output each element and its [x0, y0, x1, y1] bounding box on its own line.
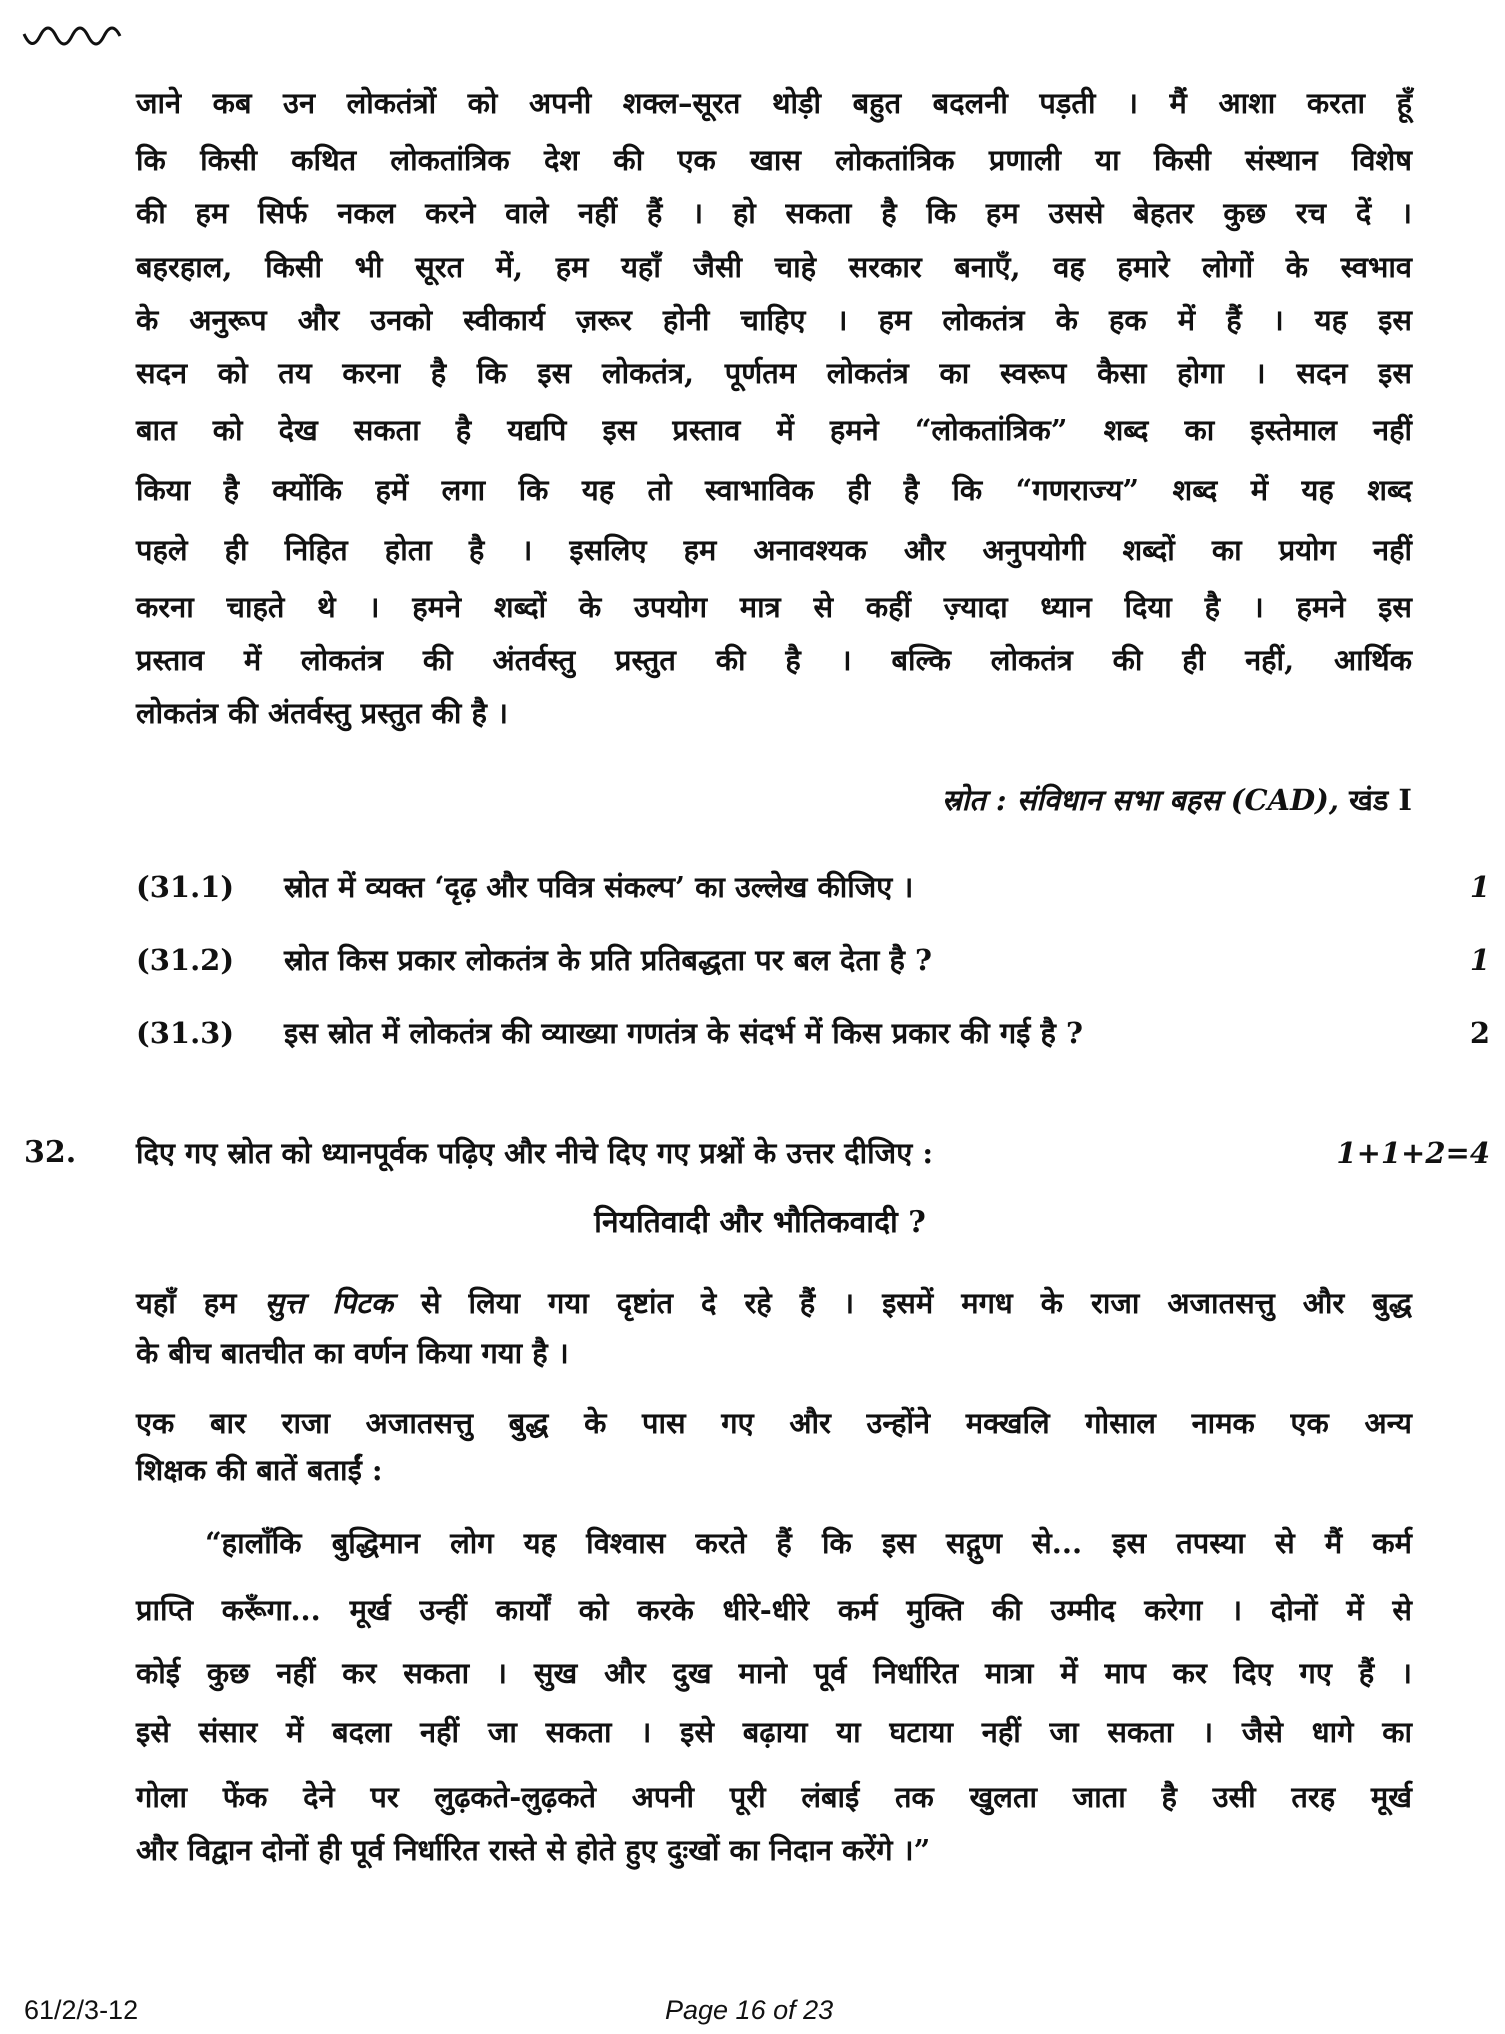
question-number: (31.1): [136, 870, 235, 904]
passage-line: कि किसी कथित लोकतांत्रिक देश की एक खास लोकतांत्रिक प्रणाली या किसी संस्थान विशेष: [136, 143, 1412, 177]
passage-line: के अनुरूप और उनको स्वीकार्य ज़रूर होनी चाहिए । हम लोकतंत्र के हक में हैं । यह इस: [136, 303, 1412, 337]
passage-line: पहले ही निहित होता है । इसलिए हम अनावश्यक और अनुपयोगी शब्दों का प्रयोग नहीं: [136, 533, 1412, 567]
passage-line: बात को देख सकता है यद्यपि इस प्रस्ताव में हमने “लोकतांत्रिक” शब्द का इस्तेमाल नहीं: [136, 413, 1412, 447]
passage-line: किया है क्योंकि हमें लगा कि यह तो स्वाभाविक ही है कि “गणराज्य” शब्द में यह शब्द: [136, 473, 1412, 507]
question-number: (31.2): [136, 943, 235, 977]
wave-mark-icon: [22, 22, 122, 52]
quote-line: प्राप्ति करूँगा... मूर्ख उन्हीं कार्यों को करके धीरे-धीरे कर्म मुक्ति की उम्मीद करेगा । दोनों में से: [136, 1593, 1412, 1627]
question-31-2: [136, 938, 932, 982]
question-text: इस स्रोत में लोकतंत्र की व्याख्या गणतंत्र के संदर्भ में किस प्रकार की गई है ?: [284, 1016, 1083, 1050]
passage-line: प्रस्ताव में लोकतंत्र की अंतर्वस्तु प्रस्तुत की है । बल्कि लोकतंत्र की ही नहीं, आर्थिक: [136, 643, 1412, 677]
source-title: स्रोत : संविधान सभा बहस (CAD),: [941, 783, 1339, 817]
question-marks: 1: [1469, 870, 1490, 904]
question-text: स्रोत किस प्रकार लोकतंत्र के प्रति प्रतिबद्धता पर बल देता है ?: [284, 943, 933, 977]
passage-line: बहरहाल, किसी भी सूरत में, हम यहाँ जैसी चाहे सरकार बनाएँ, वह हमारे लोगों के स्वभाव: [136, 250, 1412, 284]
passage-line: लोकतंत्र की अंतर्वस्तु प्रस्तुत की है ।: [136, 696, 508, 730]
question-31-3: [136, 1011, 1083, 1055]
source-heading: नियतिवादी और भौतिकवादी ?: [594, 1205, 926, 1240]
page-number: Page 16 of 23: [665, 1995, 834, 2025]
question-number: (31.3): [136, 1016, 235, 1050]
passage-line: जाने कब उन लोकतंत्रों को अपनी शक्ल–सूरत थोड़ी बहुत बदलनी पड़ती । मैं आशा करता हूँ: [136, 86, 1412, 120]
question-text: स्रोत में व्यक्त ‘दृढ़ और पवित्र संकल्प’ का उल्लेख कीजिए ।: [284, 870, 914, 904]
para-line: शिक्षक की बातें बताईं :: [136, 1453, 383, 1487]
quote-line: गोला फेंक देने पर लुढ़कते-लुढ़कते अपनी पूरी लंबाई तक खुलता जाता है उसी तरह मूर्ख: [136, 1780, 1412, 1814]
intro-text: यहाँ हम: [136, 1286, 265, 1320]
source-citation: [942, 778, 1412, 822]
intro-text: से लिया गया दृष्टांत दे रहे हैं । इसमें मगध के राजा अजातसत्तु और बुद्ध: [392, 1286, 1412, 1320]
text-title-italic: सुत्त पिटक: [264, 1286, 393, 1320]
question-marks: 1: [1469, 943, 1490, 977]
quote-line: कोई कुछ नहीं कर सकता । सुख और दुख मानो पूर्व निर्धारित मात्रा में माप कर दिए गए हैं ।: [136, 1656, 1412, 1690]
question-32-marks: 1+1+2=4: [1336, 1136, 1490, 1170]
passage-line: की हम सिर्फ नकल करने वाले नहीं हैं । हो सकता है कि हम उससे बेहतर कुछ रच दें ।: [136, 196, 1412, 230]
paper-code: 61/2/3-12: [24, 1995, 139, 2025]
question-32-number: 32.: [24, 1135, 77, 1170]
intro-line: के बीच बातचीत का वर्णन किया गया है ।: [136, 1336, 569, 1370]
question-32-instruction: दिए गए स्रोत को ध्यानपूर्वक पढ़िए और नीचे दिए गए प्रश्नों के उत्तर दीजिए :: [136, 1136, 934, 1170]
quote-line: और विद्वान दोनों ही पूर्व निर्धारित रास्ते से होते हुए दुःखों का निदान करेंगे ।”: [136, 1833, 931, 1867]
question-marks: 2: [1469, 1016, 1490, 1050]
passage-line: करना चाहते थे । हमने शब्दों के उपयोग मात्र से कहीं ज़्यादा ध्यान दिया है । हमने इस: [136, 590, 1412, 624]
source-volume: खंड I: [1339, 783, 1412, 817]
quote-line: इसे संसार में बदला नहीं जा सकता । इसे बढ़ाया या घटाया नहीं जा सकता । जैसे धागे का: [136, 1715, 1412, 1749]
quote-line: “हालाँकि बुद्धिमान लोग यह विश्वास करते हैं कि इस सद्गुण से... इस तपस्या से मैं कर्म: [205, 1526, 1412, 1560]
question-31-1: [136, 865, 913, 909]
para-line: एक बार राजा अजातसत्तु बुद्ध के पास गए और उन्होंने मक्खलि गोसाल नामक एक अन्य: [136, 1406, 1412, 1440]
passage-line: सदन को तय करना है कि इस लोकतंत्र, पूर्णतम लोकतंत्र का स्वरूप कैसा होगा । सदन इस: [136, 356, 1412, 390]
intro-line: [136, 1281, 1412, 1325]
